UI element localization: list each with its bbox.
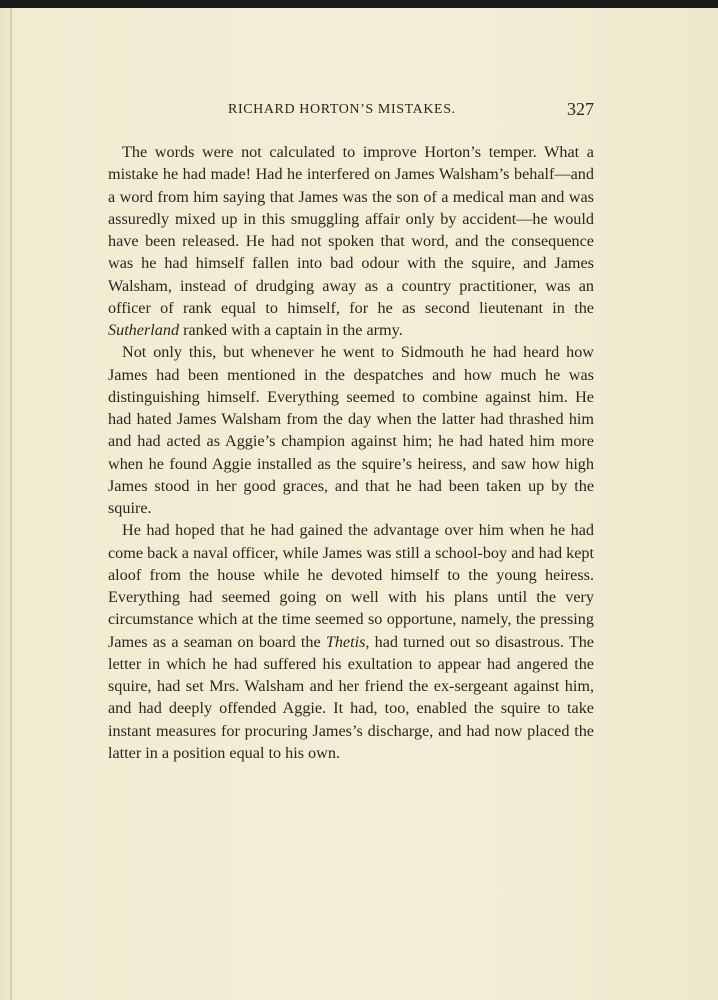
page-number: 327 xyxy=(567,99,594,119)
book-page xyxy=(0,8,718,1000)
running-head: RICHARD HORTON’S MISTAKES. xyxy=(228,102,456,117)
ship-name: Thetis xyxy=(325,632,366,651)
page-header xyxy=(108,99,594,126)
paragraph: Not only this, but whenever he went to Sidmouth he had heard how James had been mentioned in the despatches and how much he was distinguishing himself. Everything seemed to combine against him. He had hated James Walsham from the day when the latter had thrashed him and had acted as Aggie’s champion against him; he had hated him more when he found Aggie installed as the squire’s heiress, and saw how high James stood in her good graces, and that he had been taken up by the squire. xyxy=(108,343,594,517)
paragraph: He had hoped that he had gained the advantage over him when he had come back a naval officer, while James was still a school-boy and had kept aloof from the house while he devoted himself to the young heiress. Everything had seemed going on well with his plans until the very circumstance which at the time seemed so opportune, namely, the pressing James as a seaman on board the Thetis, had turned out so disastrous. The letter in which he had suffered his exultation to appear had angered the squire, had set Mrs. Walsham and her friend the ex-sergeant against him, and had deeply offended Aggie. It had, too, enabled the squire to take instant measures for procuring James’s discharge, and had now placed the latter in a position equal to his own. xyxy=(108,521,594,762)
ship-name: Sutherland xyxy=(108,321,180,339)
paragraph: The words were not calculated to improve Horton’s temper. What a mistake he had made! Had he interfered on James Walsham’s behalf—and a word from him saying that James was the son of a medical man and was assuredly mixed up in this smuggling affair only by accident—he would have been released. He had not spoken that word, and the consequence was he had himself fallen into bad odour with the squire, and James Walsham, instead of drudging away as a country practitioner, was an officer of rank equal to himself, for he as second lieutenant in the Sutherland ranked with a captain in the army. xyxy=(108,143,594,339)
page-gutter xyxy=(10,8,12,1000)
body-text xyxy=(108,141,594,764)
